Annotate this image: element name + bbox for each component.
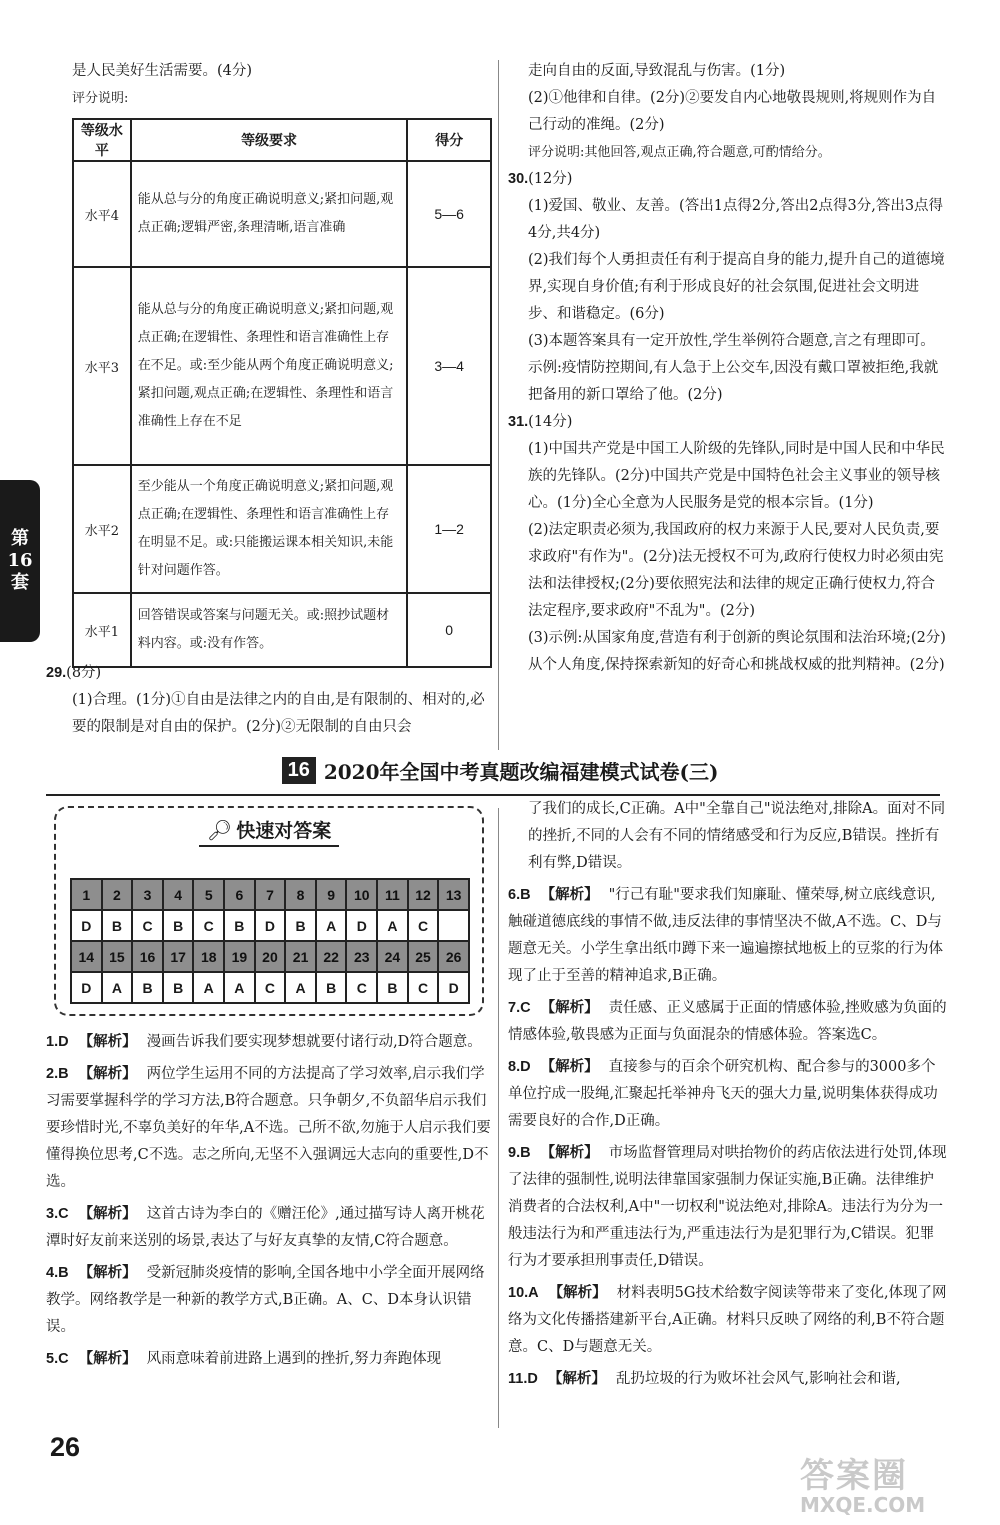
rubric-header-row (73, 119, 491, 161)
explanation-text: "行己有耻"要求我们知廉耻、懂荣辱,树立底线意识,触碰道德底线的事情不做,违反法律的事情坚决不做,A不选。C、D与题意无关。小学生拿出纸巾蹲下来一遍遍擦拭地板上的豆浆的行为体现了止于至善的精神追求,B正确。 (508, 887, 943, 984)
explanation-tag: 【解析】 (540, 999, 599, 1016)
answer-question-number: 9 (316, 879, 347, 910)
top-right-column (508, 58, 948, 679)
explanation-tag: 【解析】 (540, 1058, 599, 1075)
rubric-score: 1—2 (407, 465, 491, 593)
q31-part1: (1)中国共产党是中国工人阶级的先锋队,同时是中国人民和中华民族的先锋队。(2分)中国共产党是中国特色社会主义事业的领导核心。(1分)全心全意为人民服务是党的根本宗旨。(1分) (528, 441, 945, 511)
answer-letter: B (163, 972, 194, 1003)
explanation-item (508, 994, 948, 1049)
answer-letters-row-2 (71, 972, 469, 1003)
answer-question-number: 23 (346, 941, 377, 972)
answer-letter: B (163, 910, 194, 941)
answer-letter (438, 910, 469, 941)
explanation-number: 6.B (508, 887, 531, 903)
question-29 (46, 660, 494, 741)
answer-letter: B (102, 910, 133, 941)
explanation-text: 责任感、正义感属于正面的情感体验,挫败感为负面的情感体验,敬畏感为正面与负面混杂的情感体验。答案选C。 (508, 1000, 947, 1043)
answer-letter: D (71, 972, 102, 1003)
answer-question-number: 18 (193, 941, 224, 972)
explanation-text: 乱扔垃圾的行为败坏社会风气,影响社会和谐, (615, 1371, 901, 1387)
set-number-badge: 16 (282, 757, 316, 784)
explanation-text: 两位学生运用不同的方法提高了学习效率,启示我们学习需要掌握科学的学习方法,B符合题意。只争朝夕,不负韶华启示我们要珍惜时光,不辜负美好的年华,A不选。己所不欲,勿施于人启示我们要懂得换位思考,C不选。志之所向,无坚不入强调远大志向的重要性,D不选。 (46, 1066, 491, 1190)
section-title (0, 756, 1000, 785)
watermark-line2: MXQE.COM (800, 1493, 926, 1517)
watermark-line1: 答案圈 (800, 1456, 908, 1496)
q29-note: 评分说明:其他回答,观点正确,符合题意,可酌情给分。 (528, 145, 831, 160)
rubric-row (73, 161, 491, 267)
answer-question-number: 26 (438, 941, 469, 972)
rubric-level: 水平2 (73, 465, 131, 593)
set-tab (0, 480, 40, 642)
answer-letter: A (377, 910, 408, 941)
explanation-tag: 【解析】 (78, 1264, 137, 1281)
explanation-tag: 【解析】 (78, 1033, 137, 1050)
column-divider (498, 808, 499, 1428)
answer-letter: C (193, 910, 224, 941)
explanation-tag: 【解析】 (540, 1144, 599, 1161)
set-tab-line2: 16 (7, 550, 33, 571)
explanation-number: 3.C (46, 1206, 69, 1222)
q30-part3: (3)本题答案具有一定开放性,学生举例符合题意,言之有理即可。示例:疫情防控期间,有人急于上公交车,因没有戴口罩被拒绝,我就把备用的新口罩给了他。(2分) (528, 333, 939, 403)
section-title-text: 2020年全国中考真题改编福建模式试卷(三) (323, 760, 719, 784)
explanation-item (508, 1279, 948, 1361)
card-title: 快速对答案 (236, 820, 332, 842)
answer-grid (70, 878, 470, 1004)
rubric-req: 回答错误或答案与问题无关。或:照抄试题材料内容。或:没有作答。 (131, 593, 408, 667)
explanation-text: 受新冠肺炎疫情的影响,全国各地中小学全面开展网络教学。网络教学是一种新的教学方式,B正确。A、C、D本身认识错误。 (46, 1265, 485, 1335)
answer-letter: C (408, 910, 439, 941)
explanation-text: 市场监督管理局对哄抬物价的药店依法进行处罚,体现了法律的强制性,说明法律靠国家强制力保证实施,B正确。法律维护消费者的合法权利,A中"一切权利"说法绝对,排除A。违法行为分为一般违法行为和严重违法行为,严重违法行为是犯罪行为,C错误。犯罪行为才要承担刑事责任,D错误。 (508, 1145, 947, 1269)
explanation-item (508, 881, 948, 990)
answer-letter: A (102, 972, 133, 1003)
magnifier-icon: 🔎︎ (206, 818, 233, 842)
q31-part3: (3)示例:从国家角度,营造有利于创新的舆论氛围和法治环境;(2分)从个人角度,保持探索新知的好奇心和挑战权威的批判精神。(2分) (528, 630, 946, 673)
answer-letter: C (346, 972, 377, 1003)
rubric-table (72, 118, 492, 668)
explanation-number: 4.B (46, 1265, 69, 1281)
explanation-text: 这首古诗为李白的《赠汪伦》,通过描写诗人离开桃花潭时好友前来送别的场景,表达了与好友真挚的友情,C符合题意。 (46, 1206, 485, 1249)
answer-question-number: 7 (255, 879, 286, 910)
answer-letter: B (285, 910, 316, 941)
answer-question-number: 16 (132, 941, 163, 972)
answer-question-number: 10 (346, 879, 377, 910)
rubric-level: 水平1 (73, 593, 131, 667)
answer-letter: C (255, 972, 286, 1003)
rubric-label: 评分说明: (72, 91, 129, 106)
explanation-tag: 【解析】 (540, 886, 599, 903)
q31-number: 31. (508, 414, 529, 430)
answer-letter: B (224, 910, 255, 941)
explanation-item (46, 1060, 494, 1196)
answer-question-number: 15 (102, 941, 133, 972)
quick-answer-card (54, 806, 484, 1016)
explanation-number: 10.A (508, 1285, 539, 1301)
explanation-text: 风雨意味着前进路上遇到的挫折,努力奔跑体现 (146, 1351, 442, 1367)
rubric-score: 5—6 (407, 161, 491, 267)
answer-numbers-row-1 (71, 879, 469, 910)
answer-question-number: 22 (316, 941, 347, 972)
answer-question-number: 2 (102, 879, 133, 910)
answer-question-number: 6 (224, 879, 255, 910)
answer-letter: A (224, 972, 255, 1003)
card-title-underline (199, 845, 339, 847)
q30-part2: (2)我们每个人勇担责任有利于提高自身的能力,提升自己的道德境界,实现自身价值;有利于形成良好的社会氛围,促进社会文明进步、和谐稳定。(6分) (528, 252, 945, 322)
explanation-number: 2.B (46, 1066, 69, 1082)
explanation-tag: 【解析】 (78, 1065, 137, 1082)
rubric-row (73, 465, 491, 593)
q29-continued: 走向自由的反面,导致混乱与伤害。(1分) (528, 63, 786, 79)
explanation-text: 材料表明5G技术给数字阅读等带来了变化,体现了网络为文化传播搭建新平台,A正确。材料只反映了网络的利,B不符合题意。C、D与题意无关。 (508, 1285, 947, 1355)
q29-points: (8分) (66, 665, 102, 681)
q29-number: 29. (46, 665, 67, 681)
card-header (56, 816, 482, 847)
bottom-left-column (46, 1028, 494, 1377)
explanation-tag: 【解析】 (548, 1284, 607, 1301)
answer-letter: C (132, 910, 163, 941)
answer-letter: D (255, 910, 286, 941)
explanation-text: 漫画告诉我们要实现梦想就要付诸行动,D符合题意。 (146, 1034, 482, 1050)
bottom-right-column (508, 796, 948, 1397)
rubric-header-score: 得分 (407, 119, 491, 161)
explanation-item (508, 1139, 948, 1275)
explanation-number: 7.C (508, 1000, 531, 1016)
explanation-item (508, 1053, 948, 1135)
rubric-header-req: 等级要求 (131, 119, 408, 161)
answer-letter: A (316, 910, 347, 941)
q31-points: (14分) (528, 414, 573, 430)
q30-part1: (1)爱国、敬业、友善。(答出1点得2分,答出2点得3分,答出3点得4分,共4分) (528, 198, 944, 241)
explanation-number: 5.C (46, 1351, 69, 1367)
rubric-score: 3—4 (407, 267, 491, 465)
answer-question-number: 13 (438, 879, 469, 910)
explanation-tag: 【解析】 (78, 1350, 137, 1367)
rubric-req: 能从总与分的角度正确说明意义;紧扣问题,观点正确;在逻辑性、条理性和语言准确性上存在不足。或:至少能从两个角度正确说明意义;紧扣问题,观点正确;在逻辑性、条理性和语言准确性上存在不足 (131, 267, 408, 465)
answer-question-number: 4 (163, 879, 194, 910)
explanation-text: 直接参与的百余个研究机构、配合参与的3000多个单位拧成一股绳,汇聚起托举神舟飞天的强大力量,说明集体获得成功需要良好的合作,D正确。 (508, 1059, 938, 1129)
answer-question-number: 19 (224, 941, 255, 972)
answer-letter: C (408, 972, 439, 1003)
answer-letters-row-1 (71, 910, 469, 941)
watermark-logo (800, 1448, 990, 1518)
rubric-req: 至少能从一个角度正确说明意义;紧扣问题,观点正确;在逻辑性、条理性和语言准确性上存在明显不足。或:只能搬运课本相关知识,未能针对问题作答。 (131, 465, 408, 593)
explanation-item (46, 1345, 494, 1373)
answer-letter: B (316, 972, 347, 1003)
rubric-level: 水平4 (73, 161, 131, 267)
answer-question-number: 14 (71, 941, 102, 972)
rubric-row (73, 593, 491, 667)
answer-question-number: 12 (408, 879, 439, 910)
q31-part2: (2)法定职责必须为,我国政府的权力来源于人民,要对人民负责,要求政府"有作为"。(2分)法无授权不可为,政府行使权力时必须由宪法和法律授权;(2分)要依照宪法和法律的规定正确行使权力,符合法定程序,要求政府"不乱为"。(2分) (528, 522, 944, 619)
explanation-item (46, 1028, 494, 1056)
rubric-req: 能从总与分的角度正确说明意义;紧扣问题,观点正确;逻辑严密,条理清晰,语言准确 (131, 161, 408, 267)
answer-question-number: 20 (255, 941, 286, 972)
q29-part2: (2)①他律和自律。(2分)②要发自内心地敬畏规则,将规则作为自己行动的准绳。(2分) (528, 90, 937, 133)
q29-answer: (1)合理。(1分)①自由是法律之内的自由,是有限制的、相对的,必要的限制是对自由的保护。(2分)②无限制的自由只会 (72, 692, 485, 735)
answer-question-number: 17 (163, 941, 194, 972)
answer-question-number: 1 (71, 879, 102, 910)
set-tab-line3: 套 (11, 572, 29, 593)
q30-number: 30. (508, 171, 529, 187)
explanation-number: 11.D (508, 1371, 538, 1387)
set-tab-line1: 第 (11, 528, 29, 549)
answer-letter: A (285, 972, 316, 1003)
intro-line: 是人民美好生活需要。(4分) (72, 63, 253, 79)
rubric-header-level: 等级水平 (73, 119, 131, 161)
explanation-item (46, 1200, 494, 1255)
column-divider (498, 60, 499, 750)
rubric-level: 水平3 (73, 267, 131, 465)
explanation-item (508, 1365, 948, 1393)
explanation-item (46, 1259, 494, 1341)
explanation-item (508, 796, 948, 877)
answer-question-number: 11 (377, 879, 408, 910)
answer-question-number: 25 (408, 941, 439, 972)
answer-question-number: 8 (285, 879, 316, 910)
answer-letter: A (193, 972, 224, 1003)
answer-question-number: 24 (377, 941, 408, 972)
explanation-number: 9.B (508, 1145, 531, 1161)
answer-letter: D (438, 972, 469, 1003)
explanation-text: 了我们的成长,C正确。A中"全靠自己"说法绝对,排除A。面对不同的挫折,不同的人会有不同的情绪感受和行为反应,B错误。挫折有利有弊,D错误。 (528, 801, 946, 871)
answer-question-number: 21 (285, 941, 316, 972)
q30-points: (12分) (528, 171, 573, 187)
answer-numbers-row-2 (71, 941, 469, 972)
explanation-tag: 【解析】 (78, 1205, 137, 1222)
explanation-number: 8.D (508, 1059, 531, 1075)
answer-letter: D (346, 910, 377, 941)
page-number: 26 (50, 1432, 81, 1462)
rubric-score: 0 (407, 593, 491, 667)
answer-question-number: 3 (132, 879, 163, 910)
answer-letter: B (377, 972, 408, 1003)
answer-question-number: 5 (193, 879, 224, 910)
answer-letter: D (71, 910, 102, 941)
rubric-row (73, 267, 491, 465)
explanation-number: 1.D (46, 1034, 69, 1050)
top-left-column (72, 58, 492, 668)
explanation-tag: 【解析】 (547, 1370, 606, 1387)
answer-letter: B (132, 972, 163, 1003)
